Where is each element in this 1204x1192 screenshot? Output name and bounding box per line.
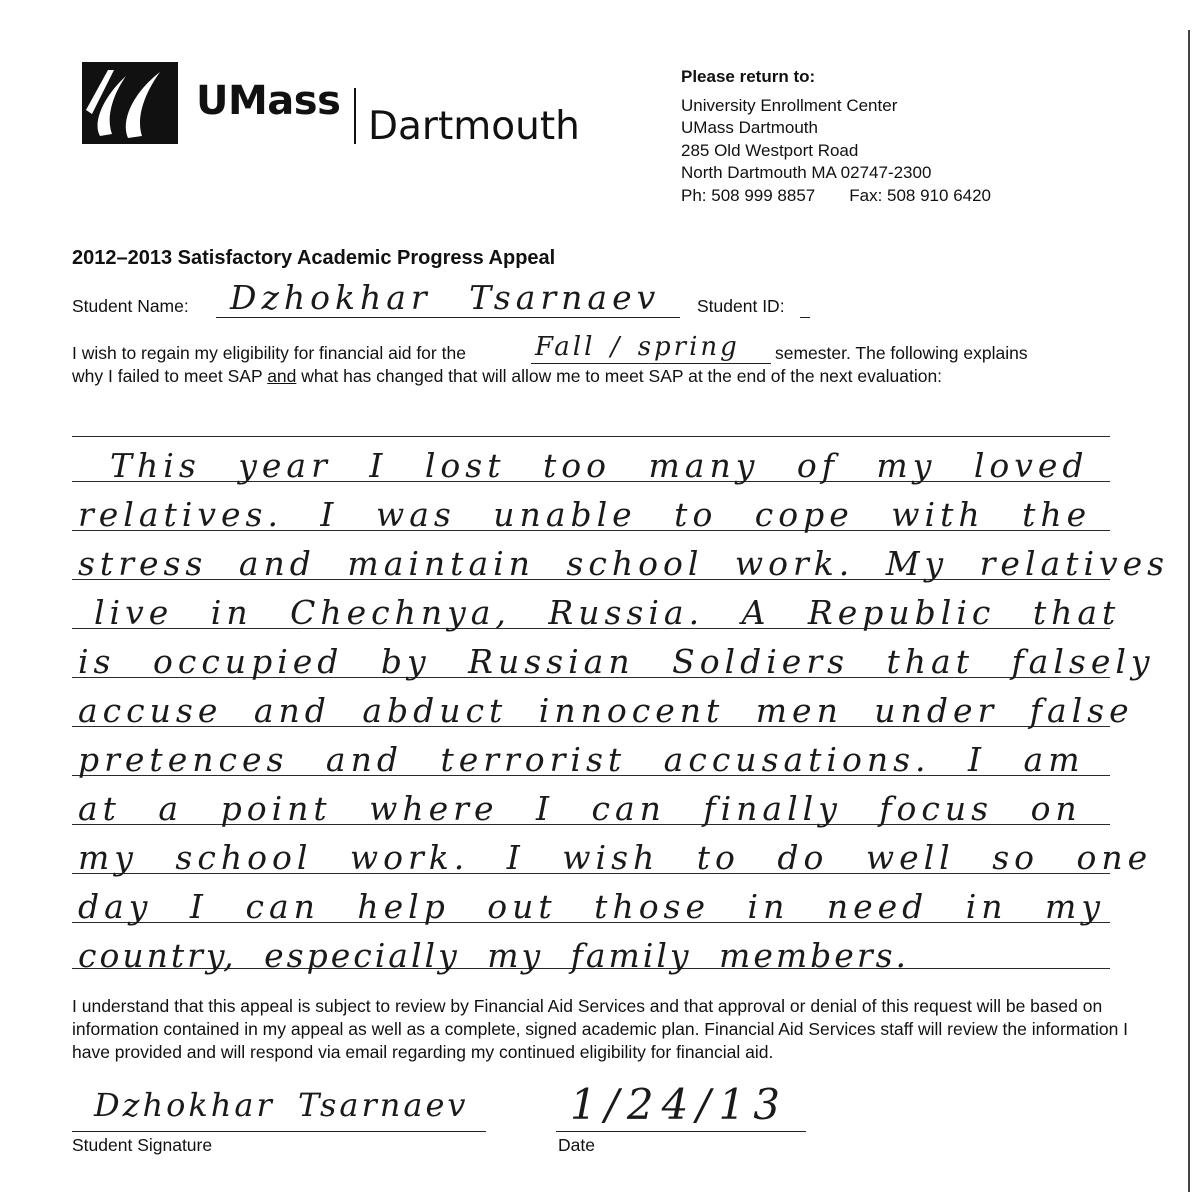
student-name-line — [216, 317, 680, 318]
date-label: Date — [558, 1135, 595, 1155]
signature-line — [72, 1131, 486, 1132]
intro-text-part1: I wish to regain my eligibility for financial aid for the — [72, 343, 466, 363]
handwritten-line: accuse and abduct innocent men under false — [78, 691, 1134, 730]
intro-line2-b: what has changed that will allow me to meet SAP at the end of the next evaluation: — [296, 366, 943, 386]
semester-line — [531, 363, 771, 364]
student-signature-value[interactable]: Dzhokhar Tsarnaev — [94, 1086, 469, 1124]
return-address-line: UMass Dartmouth — [681, 118, 818, 137]
date-line — [556, 1131, 806, 1132]
intro-text-part2: semester. The following explains — [775, 343, 1028, 363]
fax-number: Fax: 508 910 6420 — [849, 185, 992, 205]
return-address-line: University Enrollment Center — [681, 95, 898, 115]
handwritten-line: live in Chechnya, Russia. A Republic that — [94, 593, 1121, 632]
semester-value[interactable]: Fall / spring — [535, 332, 740, 362]
handwritten-line: pretences and terrorist accusations. I am — [78, 740, 1085, 779]
phone-number: Ph: 508 999 8857 — [681, 185, 816, 205]
student-signature-label: Student Signature — [72, 1135, 213, 1155]
handwritten-line: stress and maintain school work. My relatives — [78, 544, 1170, 583]
return-address-line: North Dartmouth MA 02747-2300 — [681, 163, 932, 182]
handwritten-line: day I can help out those in need in my — [78, 887, 1105, 926]
return-address-contact — [681, 185, 991, 208]
acknowledgement-text: I understand that this appeal is subject to review by Financial Aid Services and that approval or denial of this request will be based on information contained in my appeal as well as a complete, signed academic plan. Financial Aid Services staff will review the information I have provided and will respond via email regarding my continued eligibility for financial aid. — [72, 996, 1129, 1062]
umass-logo-icon — [82, 62, 178, 144]
handwritten-line: my school work. I wish to do well so one — [78, 838, 1153, 877]
handwritten-line: is occupied by Russian Soldiers that falsely — [78, 642, 1155, 681]
return-address-heading: Please return to: — [681, 67, 816, 86]
logo-umass-text: UMass — [196, 78, 341, 124]
intro-line2-and: and — [267, 366, 297, 386]
logo-dartmouth-text: Dartmouth — [368, 104, 580, 149]
return-address-line: 285 Old Westport Road — [681, 140, 859, 160]
return-address-block — [681, 66, 991, 207]
student-id-line[interactable] — [800, 317, 810, 318]
student-name-value[interactable]: Dzhokhar Tsarnaev — [230, 278, 661, 317]
intro-text-line2 — [72, 366, 942, 387]
form-title: 2012–2013 Satisfactory Academic Progress Appeal — [72, 247, 556, 269]
handwritten-line: country, especially my family members. — [78, 936, 910, 975]
student-id-label: Student ID: — [697, 296, 785, 316]
date-value[interactable]: 1/24/13 — [570, 1080, 788, 1129]
page-edge — [1188, 30, 1190, 1192]
logo-divider — [354, 88, 356, 144]
handwritten-line: This year I lost too many of my loved — [110, 446, 1089, 485]
handwritten-line: relatives. I was unable to cope with the — [78, 495, 1092, 534]
student-name-label: Student Name: — [72, 296, 189, 316]
handwritten-line: at a point where I can finally focus on — [78, 789, 1082, 828]
writing-rule — [72, 436, 1110, 437]
intro-line2-a: why I failed to meet SAP — [72, 366, 268, 386]
